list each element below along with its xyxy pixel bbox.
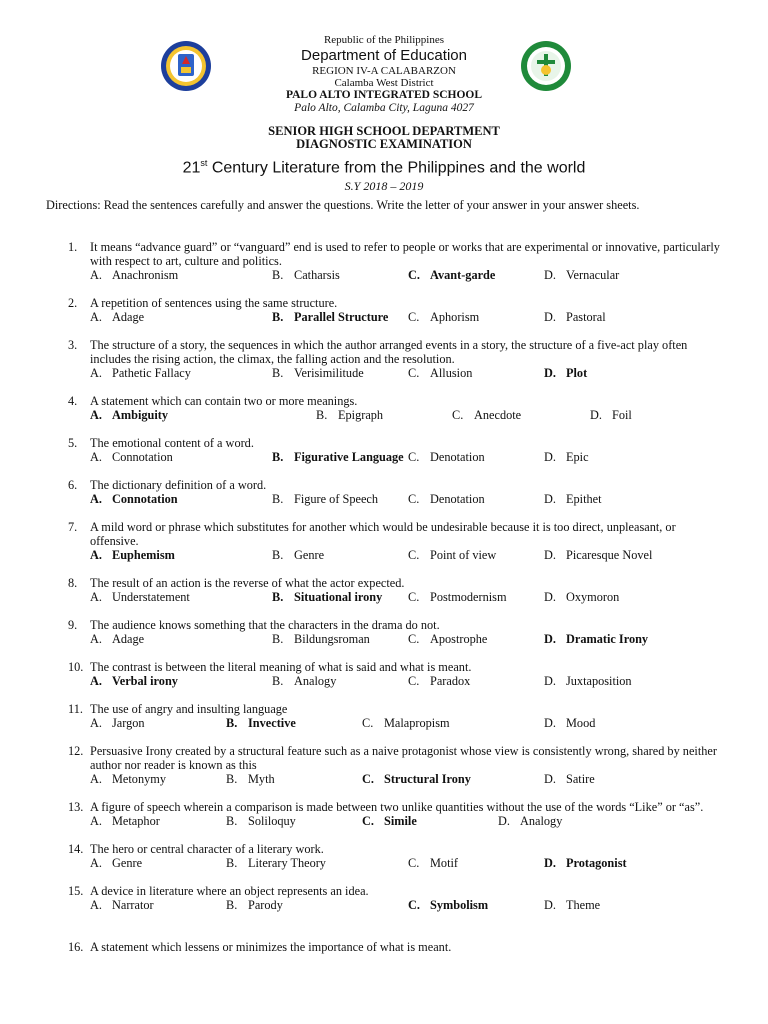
answer-options xyxy=(90,366,722,380)
option-letter: C. xyxy=(408,310,420,324)
answer-option xyxy=(544,492,602,506)
question-number: 6. xyxy=(68,478,78,492)
question-item xyxy=(68,520,722,562)
option-text: Picaresque Novel xyxy=(566,548,653,562)
question-number: 11. xyxy=(68,702,83,716)
answer-option xyxy=(408,898,488,912)
option-letter: D. xyxy=(544,590,556,604)
answer-option xyxy=(362,716,450,730)
option-letter: B. xyxy=(272,268,284,282)
option-letter: A. xyxy=(90,590,102,604)
question-number: 12. xyxy=(68,744,84,758)
answer-option xyxy=(90,492,178,506)
option-text: Invective xyxy=(248,716,296,730)
option-text: Adage xyxy=(112,310,145,324)
answer-options xyxy=(90,772,722,786)
question-item xyxy=(68,436,722,464)
district-line: Calamba West District xyxy=(334,77,434,89)
question-text: The structure of a story, the sequences in which the author arranged events in a story, the structure of a five-act play often includes the rising action, the climax, the falling action and the resolution. xyxy=(90,338,688,366)
answer-option xyxy=(226,856,326,870)
question-item xyxy=(68,744,722,786)
option-text: Pastoral xyxy=(566,310,606,324)
answer-option xyxy=(90,450,173,464)
option-text: Aphorism xyxy=(430,310,480,324)
option-letter: A. xyxy=(90,408,102,422)
question-number: 2. xyxy=(68,296,78,310)
option-letter: D. xyxy=(544,898,556,912)
answer-option xyxy=(272,450,404,464)
option-text: Parallel Structure xyxy=(294,310,389,324)
question-item xyxy=(68,576,722,604)
option-text: Plot xyxy=(566,366,588,380)
answer-option xyxy=(90,772,166,786)
answer-option xyxy=(316,408,383,422)
option-text: Situational irony xyxy=(294,590,383,604)
option-text: Ambiguity xyxy=(112,408,169,422)
option-text: Anachronism xyxy=(112,268,179,282)
answer-option xyxy=(90,408,168,422)
question-number: 8. xyxy=(68,576,78,590)
question-text: The emotional content of a word. xyxy=(90,436,254,450)
question-text: It means “advance guard” or “vanguard” end is used to refer to people or works that are experimental or innovative, particularly with respect to art, culture and politics. xyxy=(90,240,720,268)
answer-option xyxy=(362,814,417,828)
directions: Directions: Read the sentences carefully and answer the questions. Write the letter of your answer in your answer sheets. xyxy=(46,198,640,212)
option-text: Apostrophe xyxy=(430,632,488,646)
answer-option xyxy=(226,716,296,730)
answer-option xyxy=(544,450,589,464)
question-number: 13. xyxy=(68,800,84,814)
question-item xyxy=(68,618,722,646)
option-letter: D. xyxy=(544,310,556,324)
answer-options xyxy=(90,408,722,422)
answer-option xyxy=(408,856,458,870)
answer-option xyxy=(544,268,619,282)
question-text: A device in literature where an object represents an idea. xyxy=(90,884,369,898)
option-text: Denotation xyxy=(430,492,485,506)
option-letter: B. xyxy=(226,814,238,828)
question-number: 3. xyxy=(68,338,78,352)
question-item xyxy=(68,884,722,912)
region-line: REGION IV-A CALABARZON xyxy=(312,65,456,77)
answer-options xyxy=(90,856,722,870)
question-text: Persuasive Irony created by a structural feature such as a naive protagonist whose view is consistently wrong, shared by neither author nor reader is known as this xyxy=(90,744,717,772)
question-number: 9. xyxy=(68,618,78,632)
option-letter: A. xyxy=(90,716,102,730)
option-letter: A. xyxy=(90,450,102,464)
answer-option xyxy=(544,898,600,912)
option-letter: B. xyxy=(272,590,284,604)
option-letter: C. xyxy=(362,716,374,730)
option-letter: B. xyxy=(226,856,238,870)
answer-option xyxy=(90,632,144,646)
answer-option xyxy=(452,408,521,422)
answer-option xyxy=(544,366,587,380)
answer-options xyxy=(90,548,722,562)
question-item xyxy=(68,660,722,688)
question-text: The use of angry and insulting language xyxy=(90,702,288,716)
option-letter: A. xyxy=(90,814,102,828)
answer-option xyxy=(90,548,175,562)
option-letter: A. xyxy=(90,632,102,646)
answer-option xyxy=(408,450,485,464)
option-letter: C. xyxy=(452,408,464,422)
answer-option xyxy=(498,814,562,828)
option-text: Protagonist xyxy=(566,856,627,870)
question-item xyxy=(68,394,722,422)
option-text: Point of view xyxy=(430,548,497,562)
answer-option xyxy=(272,674,336,688)
option-letter: D. xyxy=(544,632,556,646)
option-text: Structural Irony xyxy=(384,772,471,786)
answer-option xyxy=(272,268,340,282)
question-number: 5. xyxy=(68,436,78,450)
option-text: Metonymy xyxy=(112,772,166,786)
option-text: Avant-garde xyxy=(430,268,496,282)
option-letter: C. xyxy=(408,856,420,870)
option-letter: B. xyxy=(272,548,284,562)
option-text: Postmodernism xyxy=(430,590,507,604)
answer-option xyxy=(362,772,471,786)
option-text: Genre xyxy=(294,548,325,562)
option-letter: D. xyxy=(544,492,556,506)
option-letter: B. xyxy=(226,772,238,786)
option-letter: D. xyxy=(544,856,556,870)
question-text: The result of an action is the reverse of what the actor expected. xyxy=(90,576,405,590)
option-letter: C. xyxy=(362,814,374,828)
option-letter: A. xyxy=(90,898,102,912)
answer-option xyxy=(272,548,324,562)
option-text: Vernacular xyxy=(566,268,620,282)
option-text: Analogy xyxy=(294,674,337,688)
option-letter: D. xyxy=(544,268,556,282)
answer-option xyxy=(90,268,178,282)
answer-options xyxy=(90,492,722,506)
option-text: Literary Theory xyxy=(248,856,326,870)
question-item xyxy=(68,240,722,282)
option-text: Malapropism xyxy=(384,716,450,730)
question-number: 14. xyxy=(68,842,84,856)
option-text: Jargon xyxy=(112,716,145,730)
question-number: 16. xyxy=(68,940,84,954)
question-item xyxy=(68,296,722,324)
question-item xyxy=(68,702,722,730)
option-letter: A. xyxy=(90,856,102,870)
answer-option xyxy=(90,310,144,324)
option-letter: D. xyxy=(544,366,556,380)
answer-option xyxy=(90,716,145,730)
question-list xyxy=(0,240,768,968)
department-title: SENIOR HIGH SCHOOL DEPARTMENT xyxy=(268,124,500,138)
option-text: Verbal irony xyxy=(112,674,178,688)
option-letter: C. xyxy=(408,366,420,380)
question-text: A mild word or phrase which substitutes for another which would be undesirable because it is too direct, unpleasant, or offensive. xyxy=(90,520,676,548)
option-letter: B. xyxy=(316,408,328,422)
answer-option xyxy=(408,590,507,604)
question-text: The dictionary definition of a word. xyxy=(90,478,267,492)
school-year: S.Y 2018 – 2019 xyxy=(344,179,424,194)
question-text: A statement which can contain two or more meanings. xyxy=(90,394,358,408)
option-letter: A. xyxy=(90,310,102,324)
letterhead xyxy=(0,34,768,115)
option-text: Adage xyxy=(112,632,145,646)
answer-options xyxy=(90,632,722,646)
exam-title: DIAGNOSTIC EXAMINATION xyxy=(296,137,472,151)
answer-option xyxy=(90,856,142,870)
option-text: Connotation xyxy=(112,492,178,506)
option-letter: C. xyxy=(408,268,420,282)
answer-option xyxy=(544,310,606,324)
option-letter: B. xyxy=(272,366,284,380)
answer-options xyxy=(90,898,722,912)
answer-option xyxy=(590,408,632,422)
answer-options xyxy=(90,716,722,730)
course-title xyxy=(0,152,768,179)
option-letter: C. xyxy=(408,674,420,688)
option-text: Juxtaposition xyxy=(566,674,632,688)
option-text: Connotation xyxy=(112,450,173,464)
option-text: Parody xyxy=(248,898,283,912)
answer-option xyxy=(90,814,160,828)
option-letter: D. xyxy=(544,450,556,464)
question-item xyxy=(68,842,722,870)
option-text: Soliloquy xyxy=(248,814,296,828)
option-letter: C. xyxy=(408,898,420,912)
answer-option xyxy=(408,268,495,282)
option-text: Simile xyxy=(384,814,417,828)
option-text: Mood xyxy=(566,716,596,730)
answer-option xyxy=(90,898,154,912)
answer-option xyxy=(544,716,595,730)
school-name: PALO ALTO INTEGRATED SCHOOL xyxy=(285,89,483,101)
answer-option xyxy=(90,590,190,604)
option-text: Pathetic Fallacy xyxy=(112,366,191,380)
option-letter: D. xyxy=(498,814,510,828)
option-letter: A. xyxy=(90,674,102,688)
option-letter: B. xyxy=(226,898,238,912)
option-text: Verisimilitude xyxy=(294,366,364,380)
question-text: The hero or central character of a literary work. xyxy=(90,842,324,856)
answer-option xyxy=(544,632,648,646)
question-text: A repetition of sentences using the same structure. xyxy=(90,296,338,310)
question-text: A statement which lessens or minimizes the importance of what is meant. xyxy=(90,940,452,954)
answer-options xyxy=(90,450,722,464)
option-letter: A. xyxy=(90,772,102,786)
option-letter: C. xyxy=(408,450,420,464)
course-prefix: 21 xyxy=(182,159,201,177)
option-letter: D. xyxy=(544,772,556,786)
option-letter: B. xyxy=(272,632,284,646)
answer-option xyxy=(272,492,378,506)
answer-option xyxy=(272,366,364,380)
question-item xyxy=(68,338,722,380)
answer-option xyxy=(408,674,470,688)
answer-option xyxy=(226,772,275,786)
answer-options xyxy=(90,674,722,688)
option-text: Euphemism xyxy=(112,548,175,562)
option-letter: A. xyxy=(90,492,102,506)
option-text: Epigraph xyxy=(338,408,384,422)
question-number: 15. xyxy=(68,884,84,898)
option-text: Understatement xyxy=(112,590,190,604)
answer-option xyxy=(544,674,632,688)
option-text: Theme xyxy=(566,898,601,912)
answer-option xyxy=(408,548,496,562)
option-letter: C. xyxy=(408,632,420,646)
question-number: 7. xyxy=(68,520,78,534)
option-text: Epic xyxy=(566,450,589,464)
option-text: Paradox xyxy=(430,674,471,688)
option-text: Metaphor xyxy=(112,814,160,828)
answer-option xyxy=(544,772,595,786)
question-item xyxy=(68,800,722,828)
answer-option xyxy=(226,814,296,828)
question-number: 1. xyxy=(68,240,78,254)
answer-option xyxy=(408,492,485,506)
option-letter: C. xyxy=(408,492,420,506)
option-text: Figure of Speech xyxy=(294,492,379,506)
answer-option xyxy=(272,590,382,604)
option-letter: B. xyxy=(272,450,284,464)
option-letter: D. xyxy=(544,548,556,562)
department-line: Department of Education xyxy=(301,47,467,64)
option-letter: D. xyxy=(544,716,556,730)
answer-option xyxy=(544,548,652,562)
option-text: Oxymoron xyxy=(566,590,620,604)
option-letter: B. xyxy=(226,716,238,730)
option-text: Bildungsroman xyxy=(294,632,370,646)
answer-option xyxy=(544,590,619,604)
answer-option xyxy=(408,310,479,324)
option-text: Genre xyxy=(112,856,143,870)
answer-options xyxy=(90,590,722,604)
answer-option xyxy=(90,674,178,688)
answer-option xyxy=(408,632,487,646)
answer-option xyxy=(544,856,627,870)
option-letter: B. xyxy=(272,310,284,324)
option-text: Analogy xyxy=(520,814,563,828)
exam-titles xyxy=(0,125,768,193)
option-letter: C. xyxy=(362,772,374,786)
answer-option xyxy=(226,898,283,912)
option-text: Epithet xyxy=(566,492,602,506)
republic-line: Republic of the Philippines xyxy=(323,34,445,46)
option-text: Anecdote xyxy=(474,408,522,422)
option-text: Dramatic Irony xyxy=(566,632,649,646)
question-number: 10. xyxy=(68,660,84,674)
option-text: Narrator xyxy=(112,898,154,912)
question-item xyxy=(68,940,722,954)
option-letter: A. xyxy=(90,548,102,562)
answer-options xyxy=(90,268,722,282)
option-letter: C. xyxy=(408,548,420,562)
option-text: Denotation xyxy=(430,450,485,464)
answer-option xyxy=(272,632,370,646)
option-letter: D. xyxy=(590,408,602,422)
answer-options xyxy=(90,310,722,324)
option-text: Allusion xyxy=(430,366,473,380)
answer-option xyxy=(408,366,472,380)
course-rest: Century Literature from the Philippines and the world xyxy=(207,159,586,177)
option-letter: A. xyxy=(90,268,102,282)
option-letter: D. xyxy=(544,674,556,688)
option-letter: A. xyxy=(90,366,102,380)
question-item xyxy=(68,478,722,506)
option-text: Motif xyxy=(430,856,459,870)
option-text: Myth xyxy=(248,772,275,786)
option-text: Figurative Language xyxy=(294,450,404,464)
question-text: The audience knows something that the characters in the drama do not. xyxy=(90,618,440,632)
option-text: Catharsis xyxy=(294,268,340,282)
answer-option xyxy=(272,310,388,324)
course-sup: st xyxy=(200,158,208,168)
option-letter: C. xyxy=(408,590,420,604)
question-number: 4. xyxy=(68,394,78,408)
option-letter: B. xyxy=(272,492,284,506)
question-text: The contrast is between the literal meaning of what is said and what is meant. xyxy=(90,660,472,674)
option-text: Foil xyxy=(612,408,632,422)
answer-option xyxy=(90,366,191,380)
question-text: A figure of speech wherein a comparison is made between two unlike quantities without the use of the words “Like” or “as”. xyxy=(90,800,704,814)
option-text: Satire xyxy=(566,772,595,786)
option-letter: B. xyxy=(272,674,284,688)
answer-options xyxy=(90,814,722,828)
school-address: Palo Alto, Calamba City, Laguna 4027 xyxy=(294,102,474,114)
option-text: Symbolism xyxy=(430,898,489,912)
